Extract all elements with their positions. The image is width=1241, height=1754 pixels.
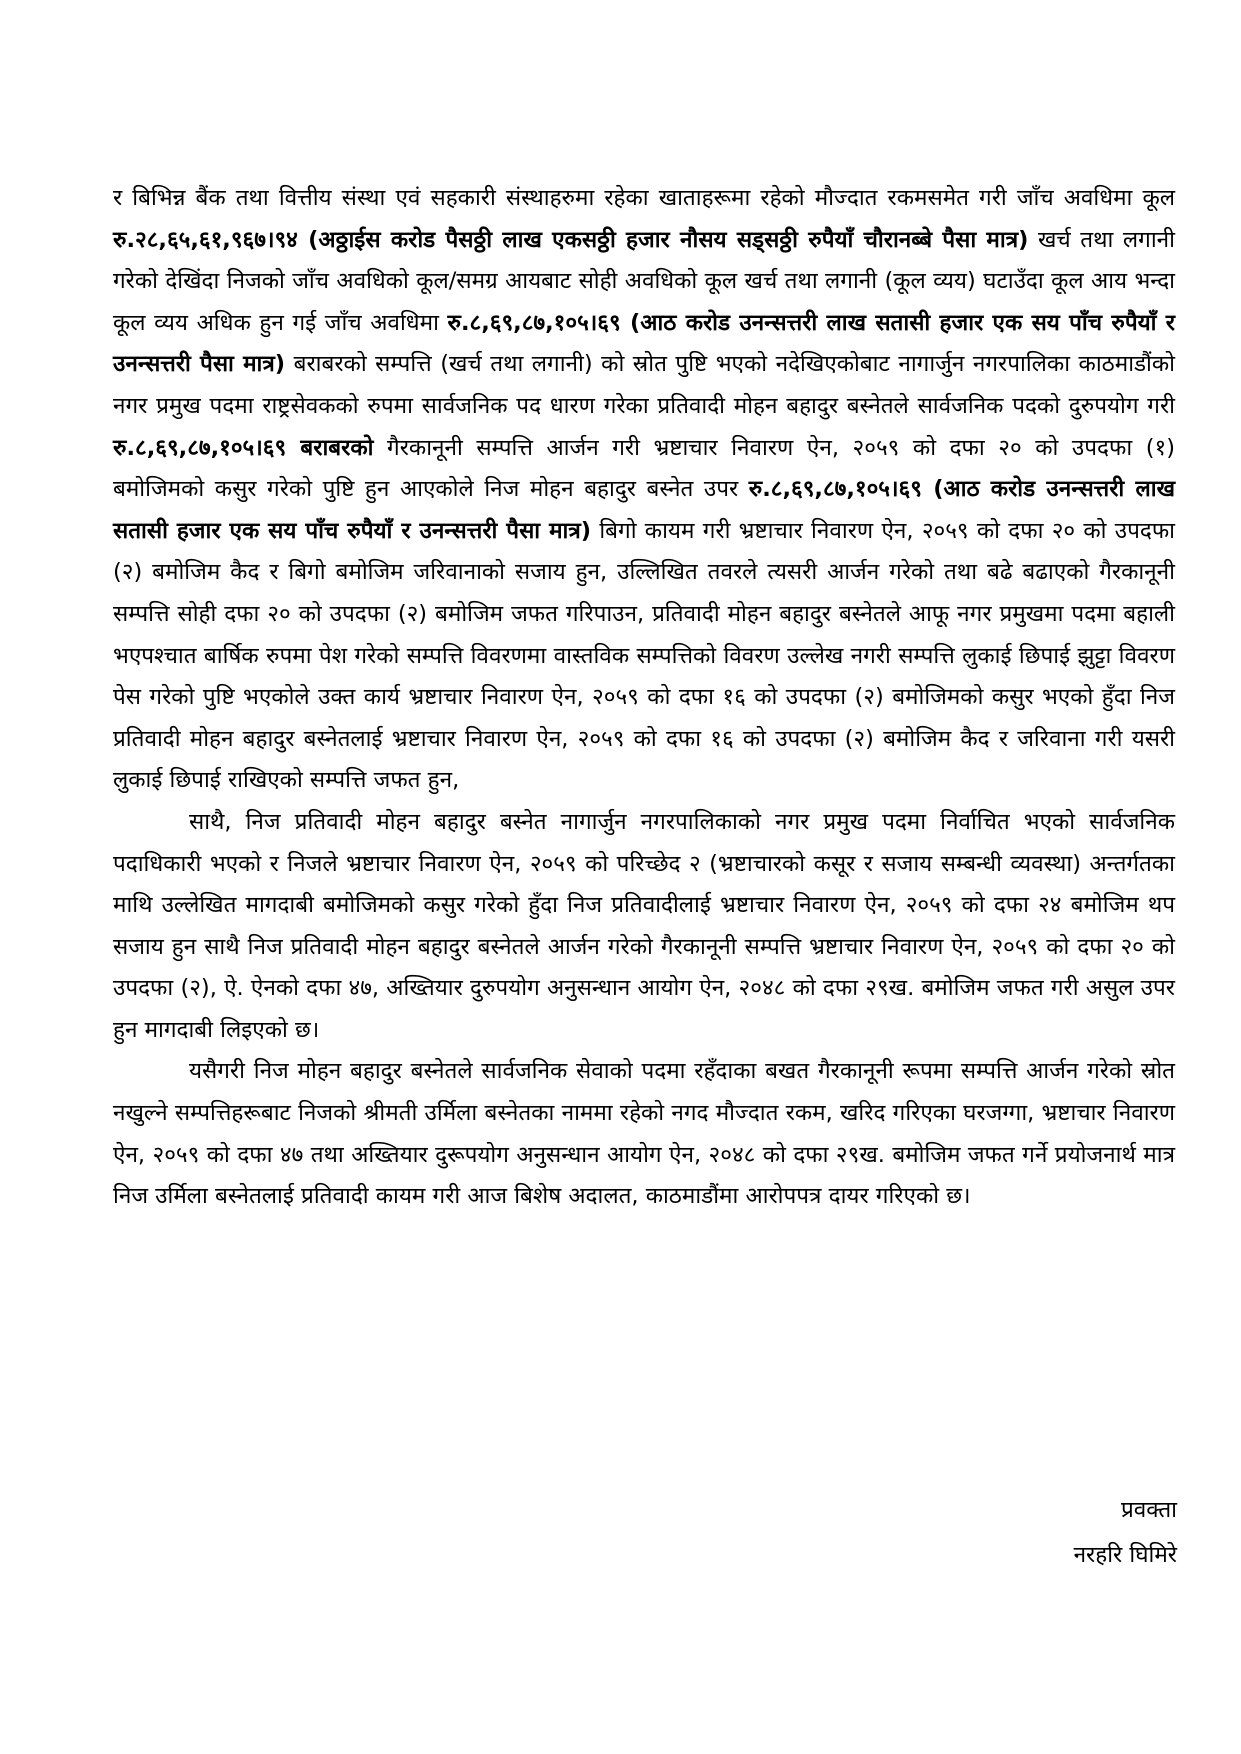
paragraph-1-text: बिगो कायम गरी भ्रष्टाचार निवारण ऐन, २०५९ को दफा २० को उपदफा (२) बमोजिम कैद र बिगो बमोजिम जरिवानाको सजाय हुन, उल्लिखित तवरले त्यसरी आर्जन गरेको तथा बढे बढाएको गैरकानूनी सम्पत्ति सोही दफा २० को उपदफा (२) बमोजिम जफत गरिपाउन, प्रतिवादी मोहन बहादुर बस्नेतले आफू नगर प्रमुखमा पदमा बहाली भएपश्चात बार्षिक रुपमा पेश गरेको सम्पत्ति विवरणमा वास्तविक सम्पत्तिको विवरण उल्लेख नगरी सम्पत्ति लुकाई छिपाई झुट्टा विवरण पेस गरेको पुष्टि भएकोले उक्त कार्य भ्रष्टाचार निवारण ऐन, २०५९ को दफा १६ को उपदफा (२) बमोजिमको कसुर भएको हुँदा निज प्रतिवादी मोहन बहादुर बस्नेतलाई भ्रष्टाचार निवारण ऐन, २०५९ को दफा १६ को उपदफा (२) बमोजिम कैद र जरिवाना गरी यसरी लुकाई छिपाई राखिएको सम्पत्ति जफत हुन,	[113, 517, 1175, 794]
amount-equivalent: रु.८,६९,८७,१०५।६९ बराबरको	[113, 434, 374, 461]
document-body	[113, 178, 1175, 1218]
paragraph-3-text: यसैगरी निज मोहन बहादुर बस्नेतले सार्वजनिक सेवाको पदमा रहँदाका बखत गैरकानूनी रूपमा सम्पत्ति आर्जन गरेको स्रोत नखुल्ने सम्पत्तिहरूबाट निजको श्रीमती उर्मिला बस्नेतका नाममा रहेको नगद मौज्दात रकम, खरिद गरिएका घरजग्गा, भ्रष्टाचार निवारण ऐन, २०५९ को दफा ४७ तथा अख्तियार दुरूपयोग अनुसन्धान आयोग ऐन, २०४८ को दफा २९ख. बमोजिम जफत गर्ने प्रयोजनार्थ मात्र निज उर्मिला बस्नेतलाई प्रतिवादी कायम गरी आज बिशेष अदालत, काठमाडौंमा आरोपपत्र दायर गरिएको छ।	[113, 1058, 1175, 1210]
paragraph-2-text: साथै, निज प्रतिवादी मोहन बहादुर बस्नेत नागार्जुन नगरपालिकाको नगर प्रमुख पदमा निर्वाचित भएको सार्वजनिक पदाधिकारी भएको र निजले भ्रष्टाचार निवारण ऐन, २०५९ को परिच्छेद २ (भ्रष्टाचारको कसूर र सजाय सम्बन्धी व्यवस्था) अन्तर्गतका माथि उल्लेखित मागदाबी बमोजिमको कसुर गरेको हुँदा निज प्रतिवादीलाई भ्रष्टाचार निवारण ऐन, २०५९ को दफा २४ बमोजिम थप सजाय हुन साथै निज प्रतिवादी मोहन बहादुर बस्नेतले आर्जन गरेको गैरकानूनी सम्पत्ति भ्रष्टाचार निवारण ऐन, २०५९ को दफा २० को उपदफा (२), ऐ. ऐनको दफा ४७, अख्तियार दुरुपयोग अनुसन्धान आयोग ऐन, २०४८ को दफा २९ख. बमोजिम जफत गरी असुल उपर हुन मागदाबी लिइएको छ।	[113, 808, 1175, 1043]
amount-total-expenditure: रु.२८,६५,६१,९६७।९४ (अठ्ठाईस करोड पैसठ्ठी लाख एकसठ्ठी हजार नौसय सड्सठ्ठी रुपैयाँ चौरानब्बे पैसा मात्र)	[113, 226, 1029, 253]
paragraph-3	[113, 1051, 1175, 1217]
paragraph-1-text: गैरकानूनी सम्पत्ति आर्जन गरी भ्रष्टाचार निवारण ऐन, २०५९ को दफा २० को उपदफा (१) बमोजिमको कसुर गरेको पुष्टि हुन आएकोले निज मोहन बहादुर बस्नेत उपर	[113, 434, 1175, 503]
amount-unexplained-assets: रु.८,६९,८७,१०५।६९ (आठ करोड उनन्सत्तरी लाख सतासी हजार एक सय पाँच रुपैयाँ र उनन्सत्तरी पैसा मात्र)	[113, 309, 1175, 378]
paragraph-1-text: खर्च तथा लगानी गरेको देखिंदा निजको जाँच अवधिको कूल/समग्र आयबाट सोही अवधिको कूल खर्च तथा लगानी (कूल व्यय) घटाउँदा कूल आय भन्दा कूल व्यय अधिक हुन गई जाँच अवधिमा	[113, 226, 1175, 336]
signatory-title: प्रवक्ता	[1120, 1497, 1177, 1523]
signatory-name: नरहरि घिमिरे	[1073, 1542, 1177, 1568]
amount-claim: रु.८,६९,८७,१०५।६९ (आठ करोड उनन्सत्तरी लाख सतासी हजार एक सय पाँच रुपैयाँ र उनन्सत्तरी पैसा मात्र)	[113, 476, 1175, 544]
paragraph-1	[113, 178, 1175, 802]
paragraph-2	[113, 802, 1175, 1052]
paragraph-1-text: र बिभिन्न बैंक तथा वित्तीय संस्था एवं सहकारी संस्थाहरुमा रहेका खाताहरूमा रहेको मौज्दात रकमसमेत गरी जाँच अवधिमा कूल	[113, 185, 1175, 211]
paragraph-1-text: बराबरको सम्पत्ति (खर्च तथा लगानी) को स्रोत पुष्टि भएको नदेखिएकोबाट नागार्जुन नगरपालिका काठमाडौंको नगर प्रमुख पदमा राष्ट्रसेवकको रुपमा सार्वजनिक पद धारण गरेका प्रतिवादी मोहन बहादुर बस्नेतले सार्वजनिक पदको दुरुपयोग गरी	[113, 351, 1175, 419]
signature-block	[1074, 1488, 1177, 1578]
